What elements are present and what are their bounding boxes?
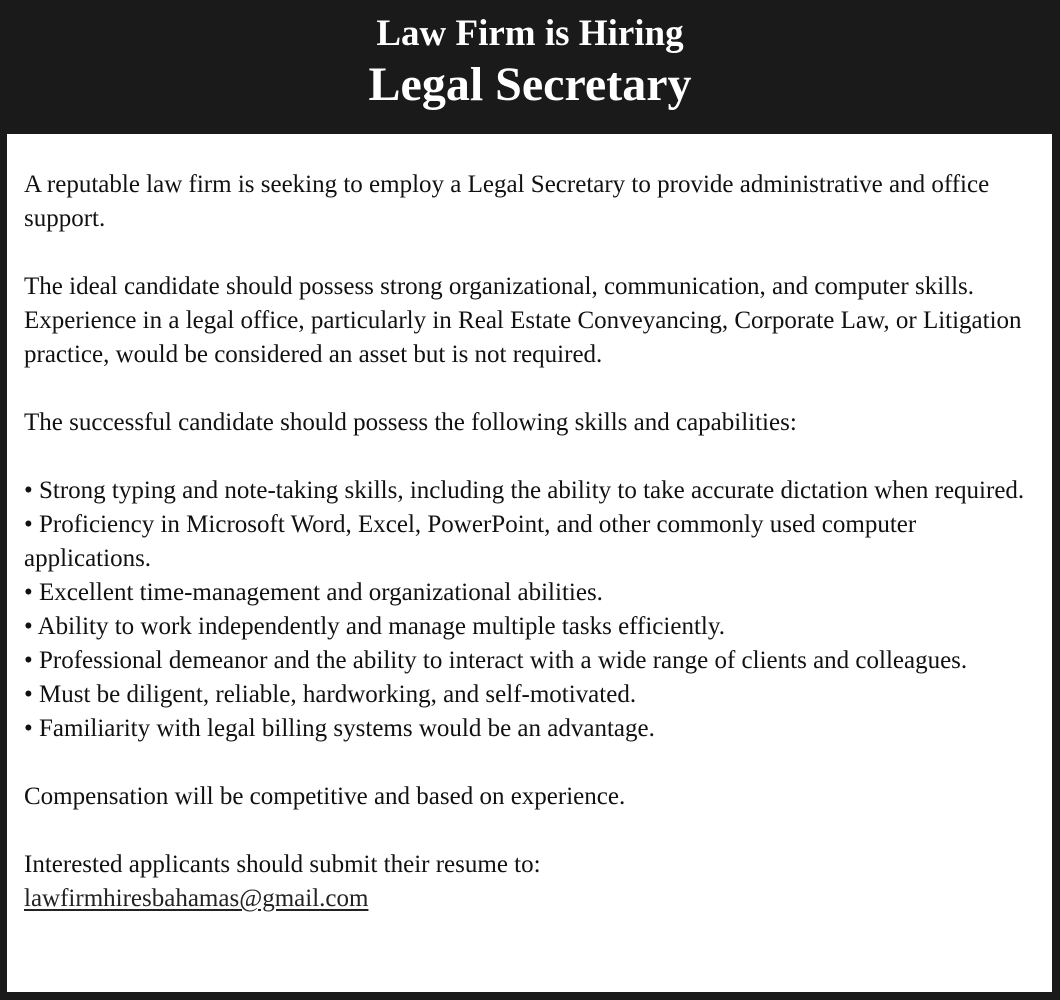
spacer [24,440,1036,474]
header-hiring-line: Law Firm is Hiring [376,13,684,54]
list-item: • Proficiency in Microsoft Word, Excel, PowerPoint, and other commonly used computer applications. [24,511,917,572]
email-link[interactable]: lawfirmhiresbahamas@gmail.com [24,885,369,912]
advert-body [7,134,1052,992]
compensation-paragraph: Compensation will be competitive and based on experience. [24,783,626,810]
skills-list [24,474,1036,746]
list-item: • Excellent time-management and organizational abilities. [24,579,603,606]
apply-instructions: Interested applicants should submit their resume to: [24,851,541,878]
ideal-candidate-paragraph: The ideal candidate should possess strong organizational, communication, and computer skills. Experience in a legal office, particularly in Real Estate Conveyancing, Corporate Law, or Litigation practice, would be considered an asset but is not required. [24,273,1022,368]
list-item: • Ability to work independently and manage multiple tasks efficiently. [24,613,725,640]
spacer [24,746,1036,780]
job-title: Legal Secretary [368,58,692,111]
spacer [24,372,1036,406]
skills-intro: The successful candidate should possess the following skills and capabilities: [24,409,797,436]
header-banner [0,0,1060,134]
list-item: • Must be diligent, reliable, hardworking, and self-motivated. [24,681,637,708]
spacer [24,236,1036,270]
spacer [24,814,1036,848]
intro-paragraph: A reputable law firm is seeking to employ a Legal Secretary to provide administrative and office support. [24,171,990,232]
list-item: • Strong typing and note-taking skills, including the ability to take accurate dictation when required. [24,477,1025,504]
list-item: • Professional demeanor and the ability to interact with a wide range of clients and colleagues. [24,647,968,674]
list-item: • Familiarity with legal billing systems would be an advantage. [24,715,655,742]
